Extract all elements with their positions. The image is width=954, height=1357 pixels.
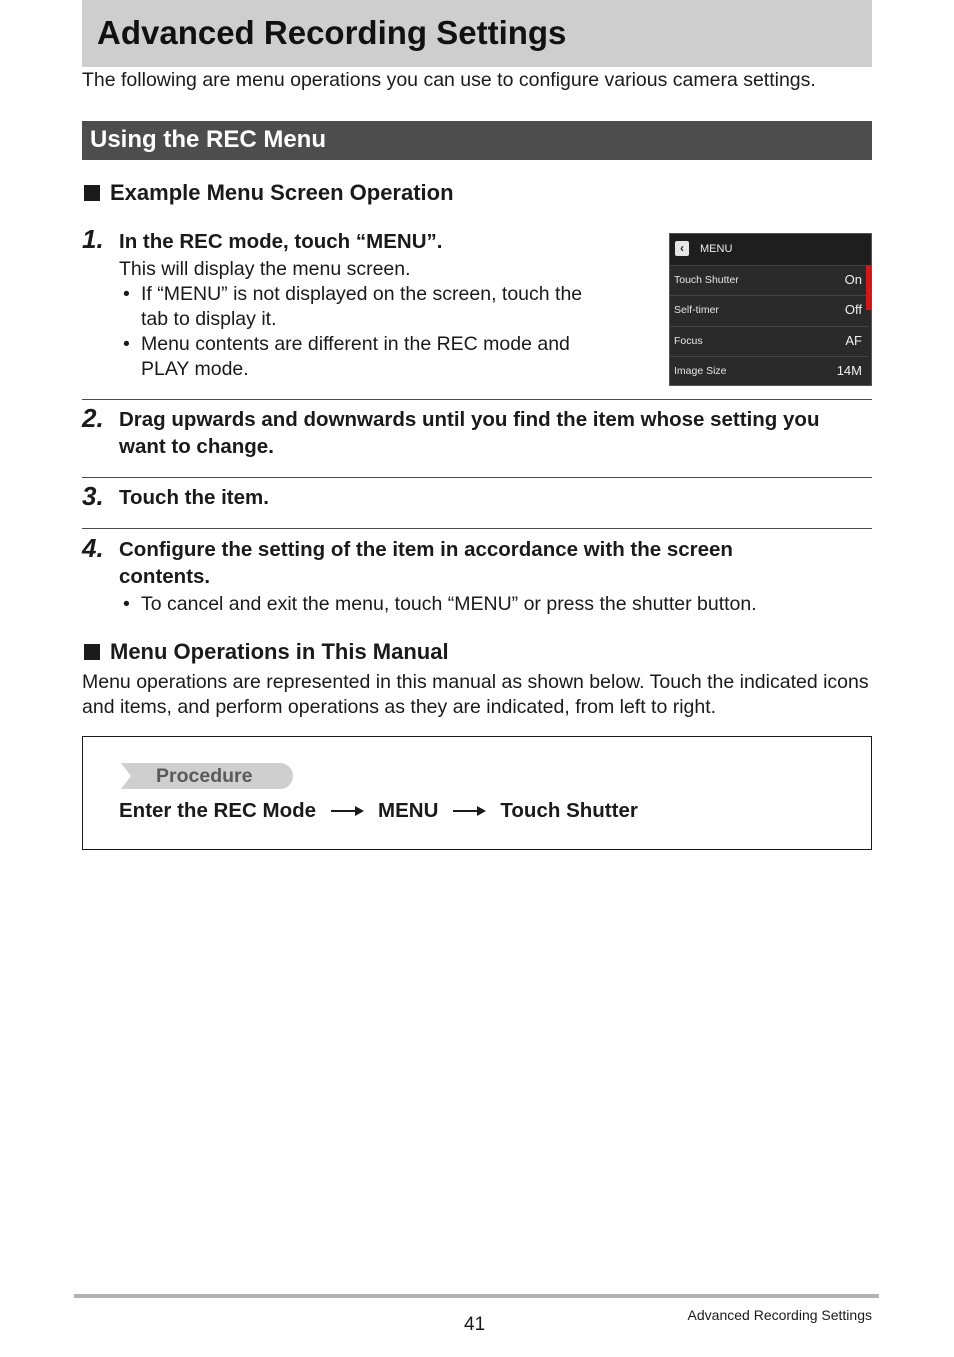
step-1-heading: In the REC mode, touch “MENU”. [119,230,443,253]
step-2-number: 2. [82,403,104,433]
step-1-bullet-1 [119,282,589,332]
camera-menu-row-value: Off [844,302,862,317]
step-4-number: 4. [82,533,104,563]
arrow-right-icon [453,806,485,816]
procedure-step: MENU [378,799,439,822]
camera-menu-row-label: Focus [674,335,703,347]
procedure-label: Procedure [156,765,253,787]
step-1-description: This will display the menu screen. [119,258,411,280]
camera-menu-row-value: 14M [836,363,862,378]
camera-menu-row [670,265,868,295]
divider [82,399,872,400]
manual-ops-heading-label: Menu Operations in This Manual [110,639,449,664]
intro-text: The following are menu operations you can use to configure various camera settings. [82,69,816,91]
procedure-step: Enter the REC Mode [119,799,317,822]
page-number: 41 [464,1314,486,1335]
footer-chapter: Advanced Recording Settings [687,1307,872,1323]
camera-menu-row [670,326,868,356]
camera-menu-row [670,356,868,386]
footer-divider [74,1294,879,1298]
procedure-step: Touch Shutter [500,799,638,822]
camera-menu-row-value: On [844,272,862,287]
divider [82,477,872,478]
section-title: Using the REC Menu [90,126,327,153]
camera-menu-scrollbar [866,265,871,310]
arrow-right-icon [331,806,363,816]
camera-menu-row [670,295,868,325]
bullet-dot: • [123,593,130,615]
camera-menu-title: MENU [700,243,733,255]
page-title: Advanced Recording Settings [97,14,567,51]
bullet-text: Menu contents are different in the REC mode and PLAY mode. [141,333,570,380]
bullet-text: If “MENU” is not displayed on the screen, touch the tab to display it. [141,283,583,330]
camera-menu-row-value: AF [845,333,862,348]
bullet-dot: • [123,283,130,305]
example-heading [84,180,454,206]
step-1-number: 1. [82,224,104,254]
camera-menu-header [670,234,871,265]
example-heading-label: Example Menu Screen Operation [110,180,454,205]
step-1-body [119,257,589,382]
step-1-bullet-2 [119,332,589,382]
procedure-tag [121,763,293,789]
camera-menu-screen [669,233,872,386]
divider [82,528,872,529]
section-bar [82,121,872,160]
camera-menu-row-label: Touch Shutter [674,274,739,286]
procedure-steps [119,799,638,823]
square-bullet-icon [84,185,100,201]
camera-menu-row-label: Image Size [674,365,727,377]
bullet-text: To cancel and exit the menu, touch “MENU” or press the shutter button. [141,593,757,615]
camera-menu-row-label: Self-timer [674,304,719,316]
manual-ops-text: Menu operations are represented in this manual as shown below. Touch the indicated icons and items, and perform operations as they are indicated, from left to right. [82,671,869,718]
procedure-box [82,736,872,850]
square-bullet-icon [84,644,100,660]
step-4-body [119,592,859,617]
back-icon: ‹ [675,241,689,256]
page-title-bar [82,0,872,67]
step-3-number: 3. [82,481,104,511]
step-2-heading: Drag upwards and downwards until you find the item whose setting you want to change. [119,408,820,458]
step-4-bullet-1 [119,592,859,617]
step-4-heading: Configure the setting of the item in accordance with the screen contents. [119,538,733,588]
manual-ops-heading [84,639,449,665]
bullet-dot: • [123,333,130,355]
step-3-heading: Touch the item. [119,486,269,509]
procedure-notch-icon [121,763,131,789]
